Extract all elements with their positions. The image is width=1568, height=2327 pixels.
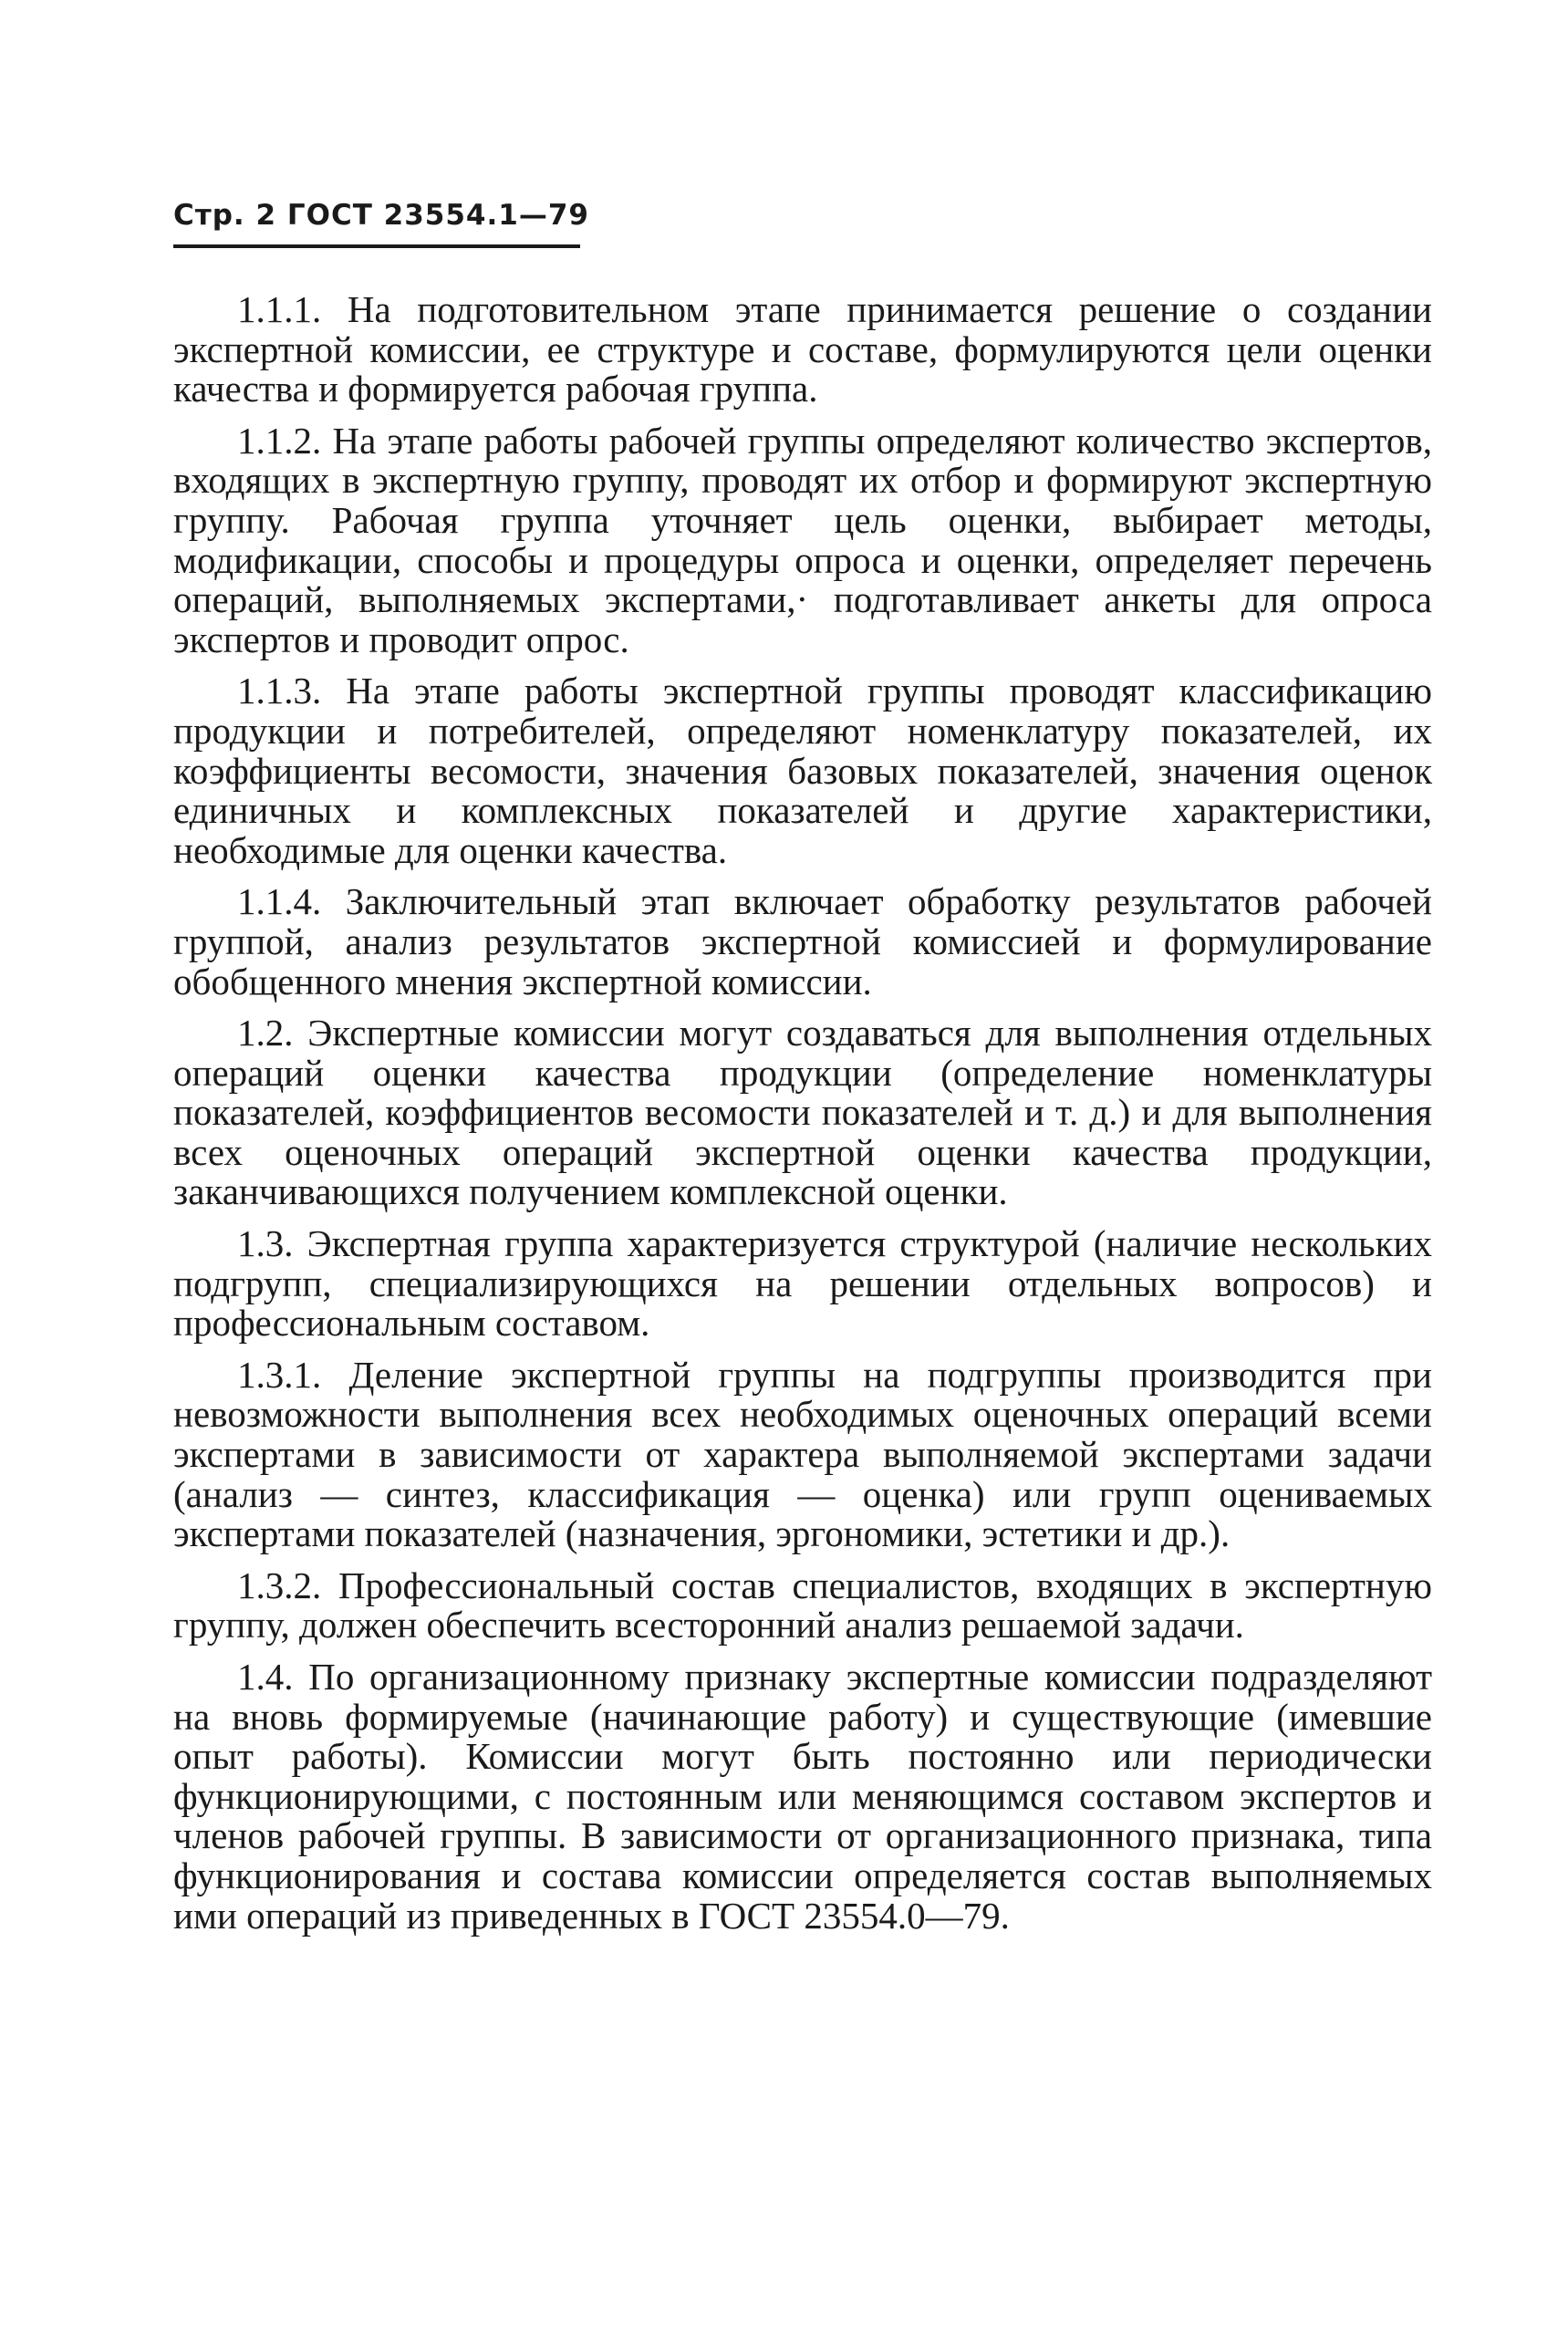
document-body [173, 290, 1432, 1948]
page-header: Стр. 2 ГОСТ 23554.1—79 [173, 199, 589, 232]
paragraph-1-4: 1.4. По организационному признаку экспертные комиссии подразделяют на вновь формируемые (начинающие работу) и существующие (имевшие опыт работы). Комиссии могут быть постоянно или периодически функционирующими, с постоянным или меняющимся составом экспертов и членов рабочей группы. В зависимости от организационного признака, типа функционирования и состава комиссии определяется состав выполняемых ими операций из приведенных в ГОСТ 23554.0—79. [173, 1656, 1432, 1937]
paragraph-1-3-1: 1.3.1. Деление экспертной группы на подгруппы производится при невозможности выполнения всех необходимых оценочных операций всеми экспертами в зависимости от характера выполняемой экспертами задачи (анализ — синтез, классификация — оценка) или групп оцениваемых экспертами показателей (назначения, эргономики, эстетики и др.). [173, 1353, 1432, 1555]
paragraph-1-1-1: 1.1.1. На подготовительном этапе принимается решение о создании экспертной комиссии, ее структуре и составе, формулируются цели оценки качества и формируется рабочая группа. [173, 288, 1432, 410]
paragraph-1-1-4: 1.1.4. Заключительный этап включает обработку результатов рабочей группой, анализ результатов экспертной комиссией и формулирование обобщенного мнения экспертной комиссии. [173, 880, 1432, 1002]
paragraph-1-3-2: 1.3.2. Профессиональный состав специалистов, входящих в экспертную группу, должен обеспечить всесторонний анализ решаемой задачи. [173, 1563, 1432, 1647]
paragraph-1-1-3: 1.1.3. На этапе работы экспертной группы проводят классификацию продукции и потребителей, определяют номенклатуру показателей, их коэффициенты весомости, значения базовых показателей, значения оценок единичных и комплексных показателей и другие характеристики, необходимые для оценки качества. [173, 670, 1432, 871]
header-divider [173, 244, 580, 248]
paragraph-1-2: 1.2. Экспертные комиссии могут создаваться для выполнения отдельных операций оценки качества продукции (определение номенклатуры показателей, коэффициентов весомости показателей и т. д.) и для выполнения всех оценочных операций экспертной оценки качества продукции, заканчивающихся получением комплексной оценки. [173, 1012, 1432, 1213]
paragraph-1-1-2: 1.1.2. На этапе работы рабочей группы определяют количество экспертов, входящих в экспертную группу, проводят их отбор и формируют экспертную группу. Рабочая группа уточняет цель оценки, выбирает методы, модификации, способы и процедуры опроса и оценки, определяет перечень операций, выполняемых экспертами,· подготавливает анкеты для опроса экспертов и проводит опрос. [173, 419, 1432, 660]
paragraph-1-3: 1.3. Экспертная группа характеризуется структурой (наличие нескольких подгрупп, специализирующихся на решении отдельных вопросов) и профессиональным составом. [173, 1222, 1432, 1345]
